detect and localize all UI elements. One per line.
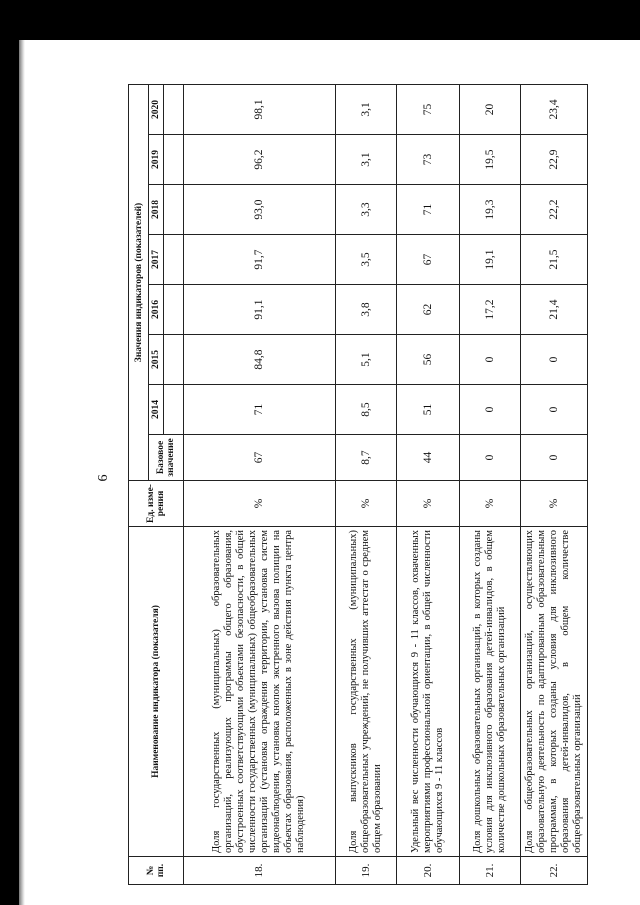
base-value: 44 — [397, 435, 460, 481]
indicator-name: Доля дошкольных образовательных организаций, в которых созданы условия для инклюзивного образования детей-инвалидов, в общем количестве дошкольных образовательных организаций — [459, 527, 520, 857]
year-value: 96,2 — [183, 135, 335, 185]
rotated-page — [128, 85, 588, 885]
unit-cell: % — [397, 481, 460, 527]
year-value: 0 — [520, 385, 587, 435]
unit-cell: % — [520, 481, 587, 527]
table-row — [459, 84, 520, 884]
base-value: 0 — [520, 435, 587, 481]
header-year: 2015 — [149, 335, 163, 385]
base-value: 0 — [459, 435, 520, 481]
header-empty-cell — [163, 84, 183, 134]
unit-cell: % — [183, 481, 335, 527]
year-value: 19,3 — [459, 185, 520, 235]
year-value: 0 — [520, 335, 587, 385]
header-unit: Ед. изме-рения — [129, 481, 184, 527]
year-value: 62 — [397, 285, 460, 335]
year-value: 22,9 — [520, 135, 587, 185]
header-values-group: Значения индикаторов (показателей) — [129, 84, 149, 480]
year-value: 20 — [459, 84, 520, 134]
year-value: 5,1 — [336, 335, 397, 385]
header-year: 2017 — [149, 235, 163, 285]
year-value: 73 — [397, 135, 460, 185]
indicator-name: Доля общеобразовательных организаций, осуществляющих образовательную деятельность по адаптированным образовательным программам, в которых созданы условия для инклюзивного образования детей-инвалидов, в общем количестве общеобразовательных организаций — [520, 527, 587, 857]
year-value: 23,4 — [520, 84, 587, 134]
unit-cell: % — [336, 481, 397, 527]
year-value: 91,7 — [183, 235, 335, 285]
year-value: 51 — [397, 385, 460, 435]
year-value: 56 — [397, 335, 460, 385]
header-name: Наименование индикатора (показателя) — [129, 527, 184, 857]
year-value: 8,5 — [336, 385, 397, 435]
header-empty-cell — [163, 135, 183, 185]
year-value: 71 — [397, 185, 460, 235]
table-row — [397, 84, 460, 884]
row-index: 20. — [397, 857, 460, 885]
year-value: 22,2 — [520, 185, 587, 235]
year-value: 91,1 — [183, 285, 335, 335]
scan-left-border — [0, 0, 19, 905]
base-value: 67 — [183, 435, 335, 481]
page-number: 6 — [96, 474, 111, 482]
year-value: 3,1 — [336, 84, 397, 134]
year-value: 3,5 — [336, 235, 397, 285]
row-index: 21. — [459, 857, 520, 885]
header-year: 2016 — [149, 285, 163, 335]
header-empty-cell — [163, 285, 183, 335]
year-value: 93,0 — [183, 185, 335, 235]
unit-cell: % — [459, 481, 520, 527]
indicator-name: Удельный вес численности обучающихся 9 - 11 классов, охваченных мероприятиями профессиональной ориентации, в общей численности обучающихся 9 - 11 классов — [397, 527, 460, 857]
year-value: 19,1 — [459, 235, 520, 285]
year-value: 0 — [459, 335, 520, 385]
indicator-name: Доля выпускников государственных (муниципальных) общеобразовательных учреждений, не получивших аттестат о среднем общем образовании — [336, 527, 397, 857]
row-index: 19. — [336, 857, 397, 885]
header-empty-cell — [163, 235, 183, 285]
indicator-name: Доля государственных (муниципальных) образовательных организаций, реализующих программы общего образования, обустроенных соответствующими объектами безопасности, в общей численности государственных (муниципальных) общеобразовательных организаций (установка ограждения территории, установка систем видеонаблюдения, установка кнопок экстренного вызова полиции на объектах образования, расположенных в зоне действия пункта центра наблюдения) — [183, 527, 335, 857]
header-empty-cell — [163, 385, 183, 435]
header-empty-cell — [163, 335, 183, 385]
year-value: 71 — [183, 385, 335, 435]
table-row — [336, 84, 397, 884]
year-value: 19,5 — [459, 135, 520, 185]
year-value: 3,3 — [336, 185, 397, 235]
header-empty-cell — [163, 185, 183, 235]
row-index: 18. — [183, 857, 335, 885]
year-value: 84,8 — [183, 335, 335, 385]
header-year: 2020 — [149, 84, 163, 134]
year-value: 67 — [397, 235, 460, 285]
year-value: 3,1 — [336, 135, 397, 185]
year-value: 21,4 — [520, 285, 587, 335]
header-year: 2014 — [149, 385, 163, 435]
year-value: 3,8 — [336, 285, 397, 335]
year-value: 98,1 — [183, 84, 335, 134]
base-value: 8,7 — [336, 435, 397, 481]
year-value: 0 — [459, 385, 520, 435]
header-base: Базовое значение — [149, 435, 184, 481]
row-index: 22. — [520, 857, 587, 885]
table-row — [183, 84, 335, 884]
header-index: № пп. — [129, 857, 184, 885]
scan-top-border — [0, 0, 640, 40]
year-value: 21,5 — [520, 235, 587, 285]
indicators-table — [128, 84, 588, 885]
header-year: 2019 — [149, 135, 163, 185]
year-value: 17,2 — [459, 285, 520, 335]
table-row — [520, 84, 587, 884]
year-value: 75 — [397, 84, 460, 134]
scan-edge-shadow — [19, 40, 25, 905]
header-year: 2018 — [149, 185, 163, 235]
